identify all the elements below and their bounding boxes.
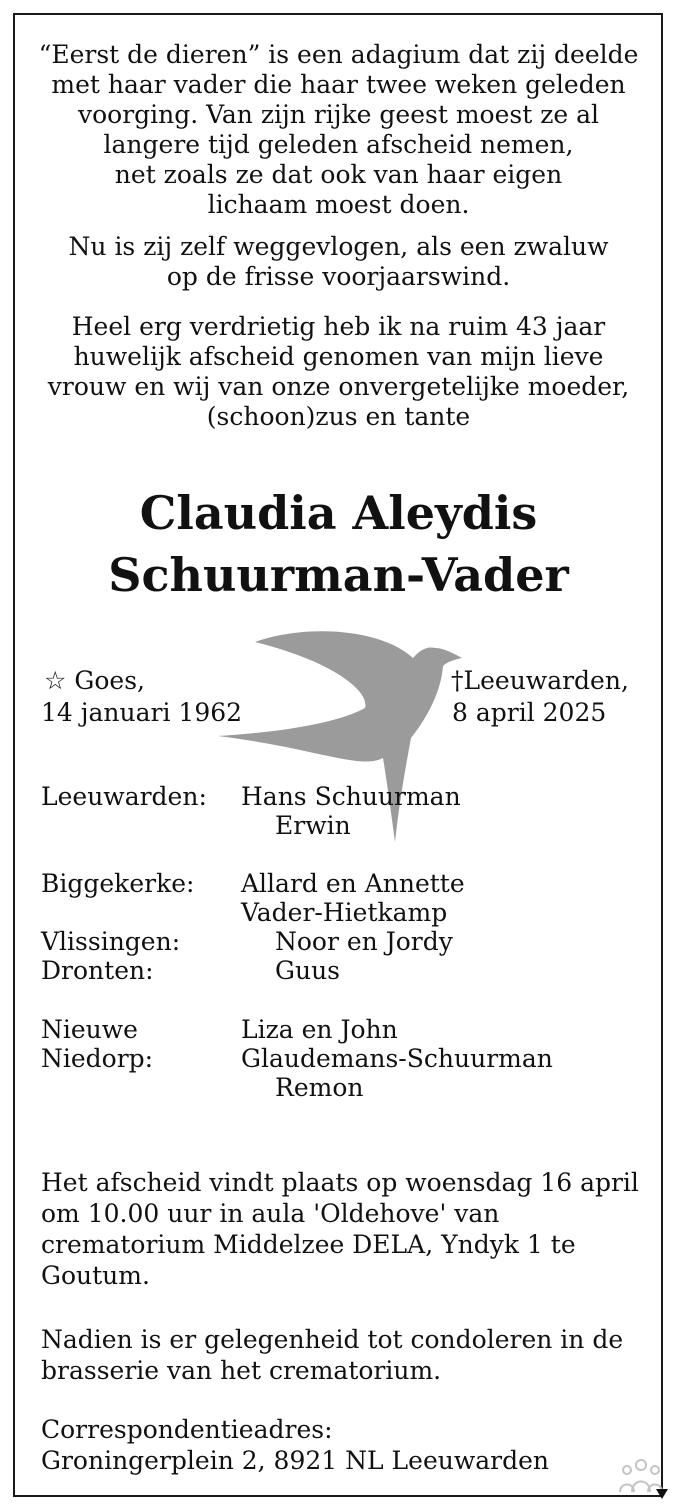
intro-line: op de frisse voorjaarswind. xyxy=(166,262,511,291)
family-place-vlissingen: Vlissingen: xyxy=(41,927,181,956)
intro-line: (schoon)zus en tante xyxy=(206,402,471,431)
intro-line: met haar vader die haar twee weken geleden xyxy=(51,70,626,99)
family-member: Remon xyxy=(275,1073,364,1102)
deceased-name xyxy=(0,482,677,606)
correspondence-address xyxy=(41,1414,651,1476)
ceremony-line: Goutum. xyxy=(41,1261,150,1290)
ceremony-info xyxy=(41,1167,651,1291)
star-icon: ☆ xyxy=(44,666,67,695)
family-place-niedorp: Niedorp: xyxy=(41,1044,154,1073)
intro-paragraph-3 xyxy=(0,312,677,432)
family-member: Glaudemans-Schuurman xyxy=(241,1044,553,1073)
intro-line: vrouw en wij van onze onvergetelijke moeder, xyxy=(47,372,630,401)
intro-line: langere tijd geleden afscheid nemen, xyxy=(103,130,574,159)
family-member: Noor en Jordy xyxy=(275,927,453,956)
condolence-line: brasserie van het crematorium. xyxy=(41,1356,442,1385)
cross-icon: † xyxy=(451,666,464,695)
ceremony-line: om 10.00 uur in aula 'Oldehove' van xyxy=(41,1199,500,1228)
intro-line: “Eerst de dieren” is een adagium dat zij deelde xyxy=(38,40,639,69)
intro-line: net zoals ze dat ook van haar eigen xyxy=(114,160,563,189)
birth-date: 14 januari 1962 xyxy=(41,698,243,727)
intro-line: Nu is zij zelf weggevlogen, als een zwaluw xyxy=(68,232,609,261)
condolence-info xyxy=(41,1324,651,1386)
intro-line: huwelijk afscheid genomen van mijn lieve xyxy=(73,342,604,371)
death-place: Leeuwarden, xyxy=(463,666,629,695)
intro-paragraph-1 xyxy=(0,40,677,220)
deceased-name-line-1: Claudia Aleydis xyxy=(139,486,538,540)
intro-line: voorging. Van zijn rijke geest moest ze al xyxy=(77,100,600,129)
ceremony-line: crematorium Middelzee DELA, Yndyk 1 te xyxy=(41,1230,576,1259)
family-place-leeuwarden: Leeuwarden: xyxy=(41,782,207,811)
intro-line: lichaam moest doen. xyxy=(207,190,470,219)
chevron-down-icon[interactable] xyxy=(655,1488,669,1500)
family-member: Guus xyxy=(275,956,341,985)
death-date: 8 april 2025 xyxy=(452,698,607,727)
birth-place: Goes, xyxy=(74,666,145,695)
family-member: Liza en John xyxy=(241,1015,398,1044)
family-member: Erwin xyxy=(275,811,351,840)
family-member: Vader-Hietkamp xyxy=(241,898,448,927)
deceased-name-line-2: Schuurman-Vader xyxy=(108,548,569,602)
family-member: Hans Schuurman xyxy=(241,782,461,811)
address-line: Groningerplein 2, 8921 NL Leeuwarden xyxy=(41,1446,549,1475)
condolence-line: Nadien is er gelegenheid tot condoleren in de xyxy=(41,1325,624,1354)
intro-line: Heel erg verdrietig heb ik na ruim 43 jaar xyxy=(71,312,606,341)
address-label: Correspondentieadres: xyxy=(41,1415,333,1444)
family-place-dronten: Dronten: xyxy=(41,956,154,985)
intro-paragraph-2 xyxy=(0,232,677,292)
ceremony-line: Het afscheid vindt plaats op woensdag 16 april xyxy=(41,1168,639,1197)
family-member: Allard en Annette xyxy=(241,869,465,898)
birth-line xyxy=(44,666,145,696)
death-line xyxy=(451,666,629,696)
family-place-biggekerke: Biggekerke: xyxy=(41,869,195,898)
family-place-nieuwe: Nieuwe xyxy=(41,1015,138,1044)
